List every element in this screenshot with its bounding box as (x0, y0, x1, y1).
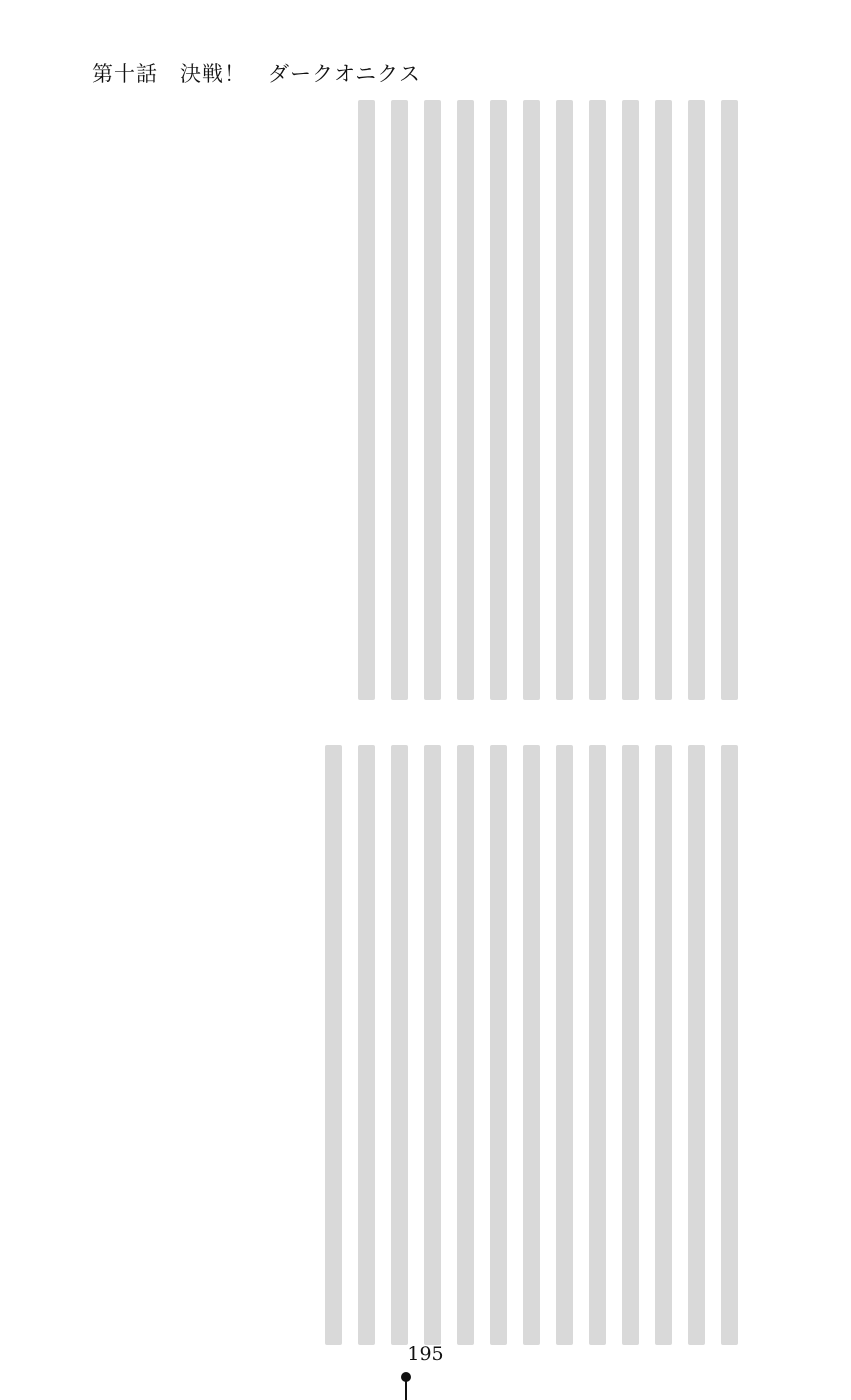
text-column-placeholder (688, 745, 705, 1345)
text-column (581, 745, 614, 1345)
text-column (383, 745, 416, 1345)
running-header: 第十話 決戦！ ダークオニクス (92, 62, 421, 86)
text-column-placeholder (457, 100, 474, 700)
text-column (647, 100, 680, 700)
text-column-placeholder (490, 745, 507, 1345)
text-column (482, 100, 515, 700)
text-column (515, 745, 548, 1345)
text-column (350, 745, 383, 1345)
text-column-placeholder (622, 100, 639, 700)
text-column (647, 745, 680, 1345)
text-column (713, 100, 746, 700)
text-column (416, 745, 449, 1345)
text-column-placeholder (622, 745, 639, 1345)
text-block-top (350, 100, 746, 700)
text-column-placeholder (556, 745, 573, 1345)
text-column (680, 100, 713, 700)
text-column-placeholder (391, 745, 408, 1345)
text-column-placeholder (325, 745, 342, 1345)
text-column-placeholder (490, 100, 507, 700)
text-column (449, 745, 482, 1345)
text-column-placeholder (688, 100, 705, 700)
text-column-placeholder (457, 745, 474, 1345)
page-marker-stem (405, 1380, 407, 1400)
page-number: 195 (407, 1343, 444, 1365)
text-column-placeholder (523, 100, 540, 700)
text-block-bottom (317, 745, 746, 1345)
text-column (383, 100, 416, 700)
text-column (614, 745, 647, 1345)
text-column (317, 745, 350, 1345)
text-column-placeholder (523, 745, 540, 1345)
text-column-placeholder (556, 100, 573, 700)
text-column (350, 100, 383, 700)
text-column (548, 745, 581, 1345)
text-column-placeholder (424, 745, 441, 1345)
text-column-placeholder (358, 745, 375, 1345)
text-column (416, 100, 449, 700)
text-column-placeholder (391, 100, 408, 700)
text-column-placeholder (358, 100, 375, 700)
text-column (482, 745, 515, 1345)
text-column-placeholder (589, 100, 606, 700)
text-column (548, 100, 581, 700)
text-column-placeholder (721, 745, 738, 1345)
text-column-placeholder (655, 745, 672, 1345)
text-column (515, 100, 548, 700)
text-column-placeholder (721, 100, 738, 700)
text-column (614, 100, 647, 700)
text-column (581, 100, 614, 700)
text-column-placeholder (655, 100, 672, 700)
text-column (449, 100, 482, 700)
text-column (713, 745, 746, 1345)
text-column-placeholder (589, 745, 606, 1345)
text-column (680, 745, 713, 1345)
text-column-placeholder (424, 100, 441, 700)
